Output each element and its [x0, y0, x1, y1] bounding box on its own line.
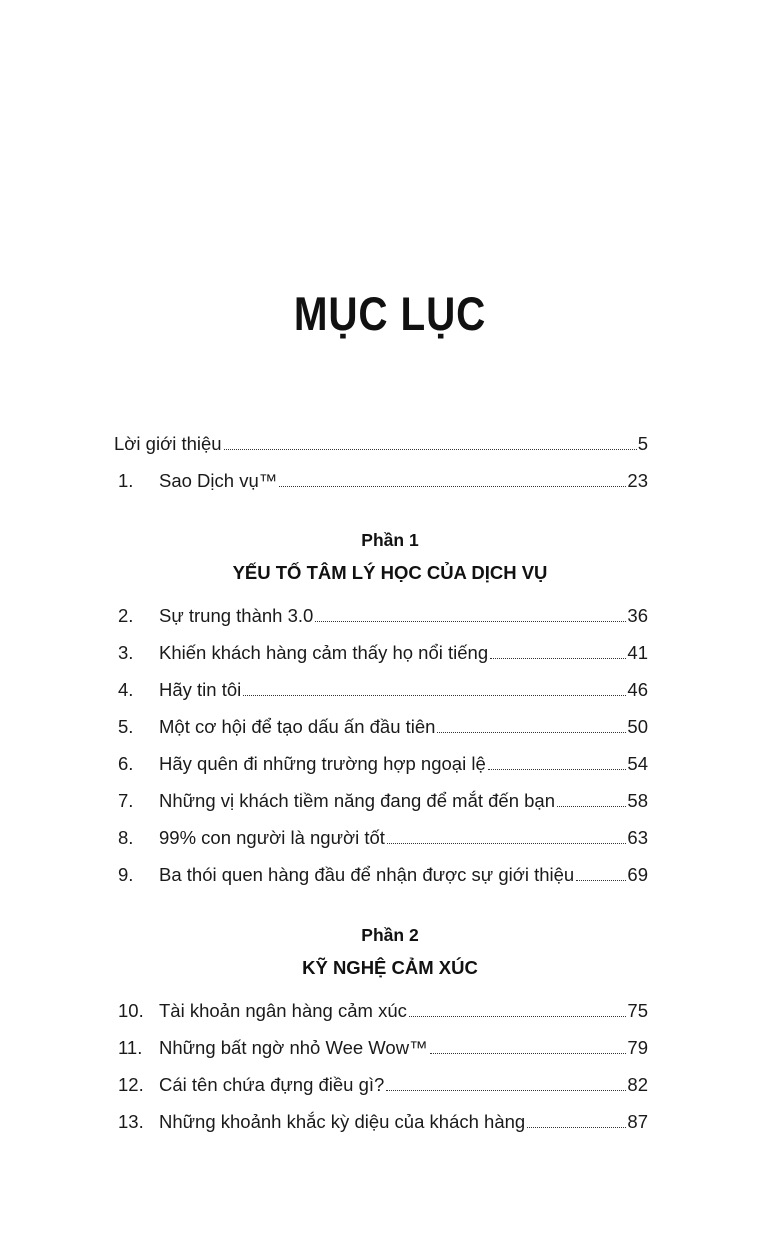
toc-entry-label: Sao Dịch vụ™ — [159, 470, 278, 491]
toc-entry-chapter-13[interactable] — [118, 1109, 648, 1135]
toc-entry-number: 7. — [118, 790, 134, 811]
toc-entry-number: 13. — [118, 1111, 144, 1132]
toc-entry-label: Những bất ngờ nhỏ Wee Wow™ — [159, 1037, 428, 1058]
toc-entry-chapter-10[interactable] — [118, 998, 648, 1024]
dot-leader — [430, 1053, 627, 1054]
toc-entry-number: 5. — [118, 716, 134, 737]
toc-entry-page: 63 — [627, 827, 648, 848]
dot-leader — [490, 658, 626, 659]
toc-entry-number: 11. — [118, 1037, 143, 1058]
dot-leader — [224, 449, 637, 450]
dot-leader — [315, 621, 626, 622]
toc-entry-page: 69 — [627, 864, 648, 885]
toc-entry-chapter-6[interactable] — [118, 751, 648, 777]
toc-entry-label: Ba thói quen hàng đầu để nhận được sự giới thiệu — [159, 864, 575, 885]
toc-entry-number: 12. — [118, 1074, 144, 1095]
toc-entry-page: 75 — [627, 1000, 648, 1021]
toc-entry-chapter-12[interactable] — [118, 1072, 648, 1098]
toc-entry-chapter-5[interactable] — [118, 714, 648, 740]
toc-entry-number: 8. — [118, 827, 134, 848]
toc-entry-label: Cái tên chứa đựng điều gì? — [159, 1074, 385, 1095]
toc-entry-label: Lời giới thiệu — [114, 433, 222, 454]
part-1-title: YẾU TỐ TÂM LÝ HỌC CỦA DỊCH VỤ — [232, 562, 548, 583]
toc-entry-label: Hãy quên đi những trường hợp ngoại lệ — [159, 753, 486, 774]
dot-leader — [409, 1016, 627, 1017]
toc-entry-label: Hãy tin tôi — [159, 679, 242, 700]
toc-entry-page: 82 — [627, 1074, 648, 1095]
toc-entry-label: Một cơ hội để tạo dấu ấn đầu tiên — [159, 716, 436, 737]
dot-leader — [387, 843, 626, 844]
toc-entry-chapter-3[interactable] — [118, 640, 648, 666]
toc-entry-intro[interactable] — [114, 431, 648, 457]
toc-entry-page: 87 — [627, 1111, 648, 1132]
toc-entry-number: 9. — [118, 864, 134, 885]
toc-entry-page: 36 — [627, 605, 648, 626]
toc-entry-page: 79 — [627, 1037, 648, 1058]
toc-entry-number: 10. — [118, 1000, 144, 1021]
toc-entry-label: Những khoảnh khắc kỳ diệu của khách hàng — [159, 1111, 526, 1132]
dot-leader — [527, 1127, 626, 1128]
toc-entry-number: 2. — [118, 605, 134, 626]
toc-entry-chapter-2[interactable] — [118, 603, 648, 629]
dot-leader — [279, 486, 626, 487]
toc-entry-page: 5 — [637, 433, 648, 454]
dot-leader — [557, 806, 626, 807]
toc-entry-label: 99% con người là người tốt — [159, 827, 385, 848]
dot-leader — [437, 732, 626, 733]
dot-leader — [386, 1090, 626, 1091]
toc-entry-chapter-1[interactable] — [118, 468, 648, 494]
part-1-label: Phần 1 — [361, 530, 419, 550]
toc-entry-chapter-11[interactable] — [118, 1035, 648, 1061]
toc-entry-label: Những vị khách tiềm năng đang để mắt đến bạn — [159, 790, 556, 811]
toc-entry-page: 50 — [627, 716, 648, 737]
toc-entry-page: 58 — [627, 790, 648, 811]
toc-entry-number: 3. — [118, 642, 134, 663]
dot-leader — [488, 769, 627, 770]
page-title: MỤC LỤC — [293, 287, 487, 340]
dot-leader — [576, 880, 626, 881]
toc-entry-number: 1. — [118, 470, 134, 491]
toc-entry-chapter-4[interactable] — [118, 677, 648, 703]
part-2-title: KỸ NGHỆ CẢM XÚC — [302, 957, 478, 978]
toc-entry-page: 41 — [627, 642, 648, 663]
toc-entry-label: Tài khoản ngân hàng cảm xúc — [159, 1000, 407, 1021]
toc-entry-label: Khiến khách hàng cảm thấy họ nổi tiếng — [159, 642, 489, 663]
toc-entry-chapter-7[interactable] — [118, 788, 648, 814]
toc-entry-number: 4. — [118, 679, 134, 700]
toc-entry-chapter-8[interactable] — [118, 825, 648, 851]
dot-leader — [243, 695, 626, 696]
toc-entry-page: 23 — [627, 470, 648, 491]
part-2-label: Phần 2 — [361, 925, 419, 945]
toc-entry-chapter-9[interactable] — [118, 862, 648, 888]
toc-entry-label: Sự trung thành 3.0 — [159, 605, 314, 626]
toc-entry-number: 6. — [118, 753, 134, 774]
toc-entry-page: 46 — [627, 679, 648, 700]
toc-entry-page: 54 — [627, 753, 648, 774]
